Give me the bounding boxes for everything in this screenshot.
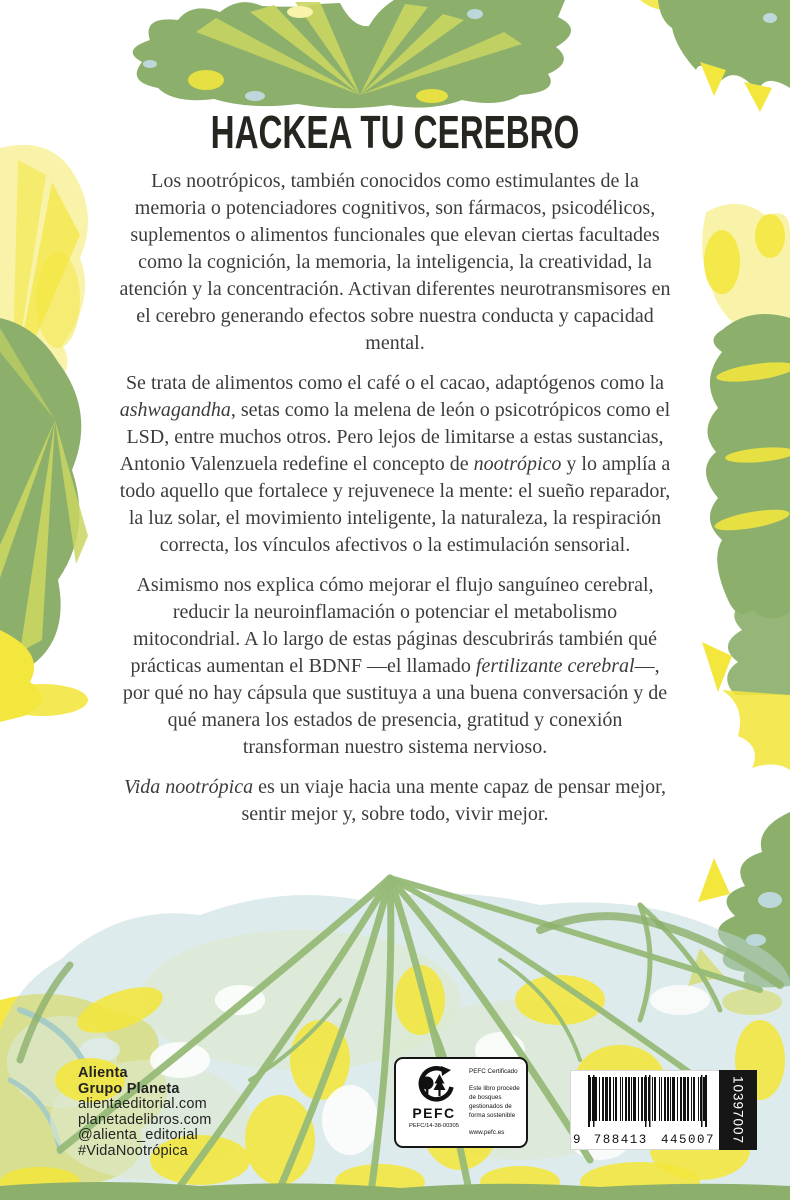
pefc-logo-icon (413, 1066, 455, 1104)
pefc-label (394, 1057, 528, 1148)
barcode-block (570, 1070, 757, 1150)
pefc-license-number: PEFC/14-38-00305 (409, 1123, 459, 1129)
pefc-url: www.pefc.es (469, 1129, 505, 1137)
body-paragraph: Se trata de alimentos como el café o el cacao, adaptógenos como la ashwagandha, setas como la melena de león o psicotrópicos como el LSD, entre muchos otros. Pero lejos de limitarse a estas sustancias, Antonio Valenzuela redefine el concepto de nootrópico y lo amplía a todo aquello que fortalece y rejuvenece la mente: el sueño reparador, la luz solar, el movimiento inteligente, la naturaleza, la respiración correcta, los vínculos afectivos o la estimulación sensorial. (119, 372, 671, 557)
body-paragraphs (119, 168, 671, 828)
barcode-main (570, 1070, 719, 1150)
isbn-group-1: 788413 (593, 1133, 648, 1147)
publisher-website-1: alientaeditorial.com (78, 1096, 207, 1113)
barcode-side-number: 10397007 (719, 1070, 757, 1150)
isbn-lead-digit: 9 (573, 1133, 581, 1147)
publisher-social-handle: @alienta_editorial (78, 1127, 198, 1144)
page-title-text: HACKEA TU CEREBRO (210, 106, 580, 158)
barcode-bars-icon (586, 1075, 708, 1129)
pefc-certified-label: PEFC Certificado (469, 1068, 518, 1075)
pefc-logo-wordmark: PEFC (412, 1105, 456, 1121)
publisher-block (78, 1066, 212, 1160)
body-paragraph: Vida nootrópica es un viaje hacia una mente capaz de pensar mejor, sentir mejor y, sobre todo, vivir mejor. (124, 776, 666, 826)
isbn-group-2: 445007 (660, 1133, 715, 1147)
page-title (0, 0, 790, 156)
body-paragraph: Asimismo nos explica cómo mejorar el flujo sanguíneo cerebral, reducir la neuroinflamación o potenciar el metabolismo mitocondrial. A lo largo de estas páginas descubrirás también qué prácticas aumentan el BDNF —el llamado fertilizante cerebral—, por qué no hay cápsula que sustituya a una buena conversación y de qué manera los estados de presencia, gratitud y conexión transforman nuestro sistema nervioso. (122, 574, 668, 759)
publisher-group: Grupo Planeta (78, 1080, 180, 1097)
publisher-hashtag: #VidaNootrópica (78, 1142, 188, 1159)
body-paragraph: Los nootrópicos, también conocidos como estimulantes de la memoria o potenciadores cognitivos, son fármacos, psicodélicos, suplementos o alimentos funcionales que elevan ciertas facultades como la cognición, la memoria, la inteligencia, la creatividad, la atención y la concentración. Activan diferentes neurotransmisores en el cerebro generando efectos sobre nuestra conducta y capacidad mental. (119, 170, 671, 355)
pefc-description: Este libro procede de bosques gestionados de forma sostenible (469, 1085, 520, 1119)
pefc-text-column (469, 1066, 521, 1141)
publisher-website-2: planetadelibros.com (78, 1111, 212, 1128)
publisher-imprint: Alienta (78, 1065, 128, 1081)
isbn-digits (573, 1133, 715, 1147)
pefc-logo-column (404, 1066, 464, 1141)
